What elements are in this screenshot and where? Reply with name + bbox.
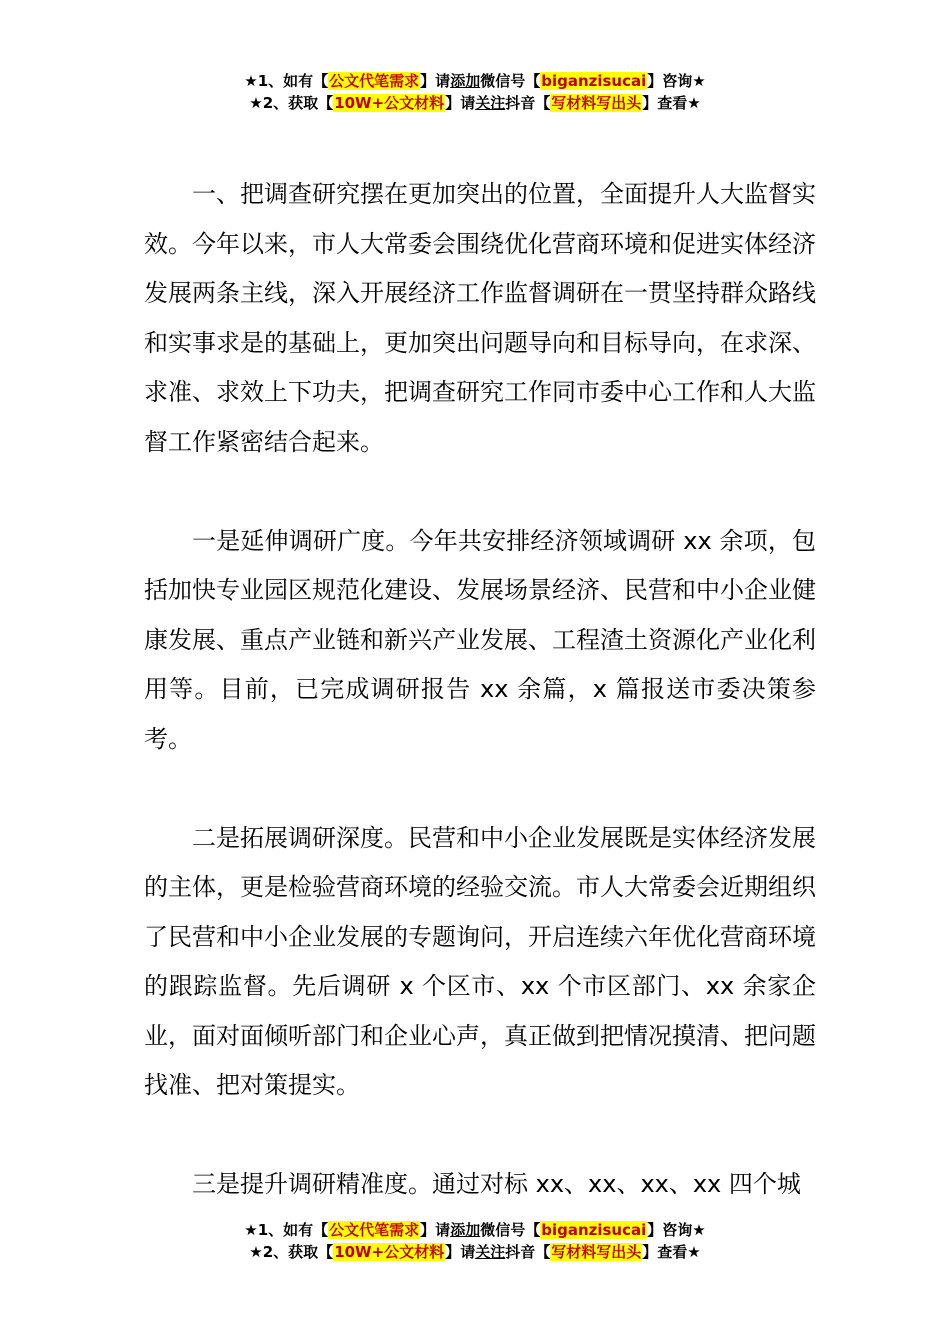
document-body [144, 170, 816, 1210]
banner-line-2 [0, 92, 950, 114]
highlight-douyin-id: 写材料写出头 [551, 94, 642, 112]
banner-text: 】请 [420, 72, 451, 90]
banner-text: ★2、获取【 [249, 94, 334, 112]
paragraph-breadth: 一是延伸调研广度。今年共安排经济领域调研 xx 余项，包括加快专业园区规范化建设、发展场景经济、民营和中小企业健康发展、重点产业链和新兴产业发展、工程渣土资源化产业化利用等。目前，已完成调研报告 xx 余篇，x 篇报送市委决策参考。 [144, 526, 816, 753]
highlight-wechat-id: biganzisucai [541, 1221, 647, 1239]
banner-text: 】咨询★ [647, 72, 706, 90]
banner-text: ★1、如有【 [244, 1221, 329, 1239]
banner-text: 】查看★ [642, 94, 701, 112]
header-banner [0, 70, 950, 114]
banner-line-1 [0, 70, 950, 92]
highlight-wechat-id: biganzisucai [541, 72, 647, 90]
banner-text: 抖音【 [505, 1243, 551, 1261]
banner-text: 微信号【 [480, 1221, 541, 1239]
banner-text: 】请 [445, 94, 476, 112]
banner-text: 微信号【 [480, 72, 541, 90]
paragraph-depth: 二是拓展调研深度。民营和中小企业发展既是实体经济发展的主体，更是检验营商环境的经验交流。市人大常委会近期组织了民营和中小企业发展的专题询问，开启连续六年优化营商环境的跟踪监督。先后调研 x 个区市、xx 个市区部门、xx 余家企业，面对面倾听部门和企业心声，真正做到把情况摸清、把问题找准、把对策提实。 [144, 823, 816, 1099]
banner-text: ★1、如有【 [244, 72, 329, 90]
underlined-word: 关注 [475, 94, 506, 112]
underlined-word: 关注 [475, 1243, 506, 1261]
banner-line-1 [0, 1219, 950, 1241]
highlight-materials: 10W+公文材料 [334, 1243, 445, 1261]
banner-text: 】请 [420, 1221, 451, 1239]
banner-text: 】查看★ [642, 1243, 701, 1261]
banner-text: 】请 [445, 1243, 476, 1261]
banner-line-2 [0, 1241, 950, 1263]
footer-banner [0, 1219, 950, 1263]
highlight-service: 公文代笔需求 [329, 72, 420, 90]
highlight-douyin-id: 写材料写出头 [551, 1243, 642, 1261]
highlight-service: 公文代笔需求 [329, 1221, 420, 1239]
banner-text: 抖音【 [505, 94, 551, 112]
paragraph-section-one: 一、把调查研究摆在更加突出的位置，全面提升人大监督实效。今年以来，市人大常委会围绕优化营商环境和促进实体经济发展两条主线，深入开展经济工作监督调研在一贯坚持群众路线和实事求是的基础上，更加突出问题导向和目标导向，在求深、求准、求效上下功夫，把调查研究工作同市委中心工作和人大监督工作紧密结合起来。 [144, 180, 816, 456]
banner-text: ★2、获取【 [249, 1243, 334, 1261]
banner-text: 】咨询★ [647, 1221, 706, 1239]
paragraph-precision: 三是提升调研精准度。通过对标 xx、xx、xx、xx 四个城 [192, 1170, 801, 1198]
highlight-materials: 10W+公文材料 [334, 94, 445, 112]
underlined-word: 添加 [450, 72, 481, 90]
underlined-word: 添加 [450, 1221, 481, 1239]
